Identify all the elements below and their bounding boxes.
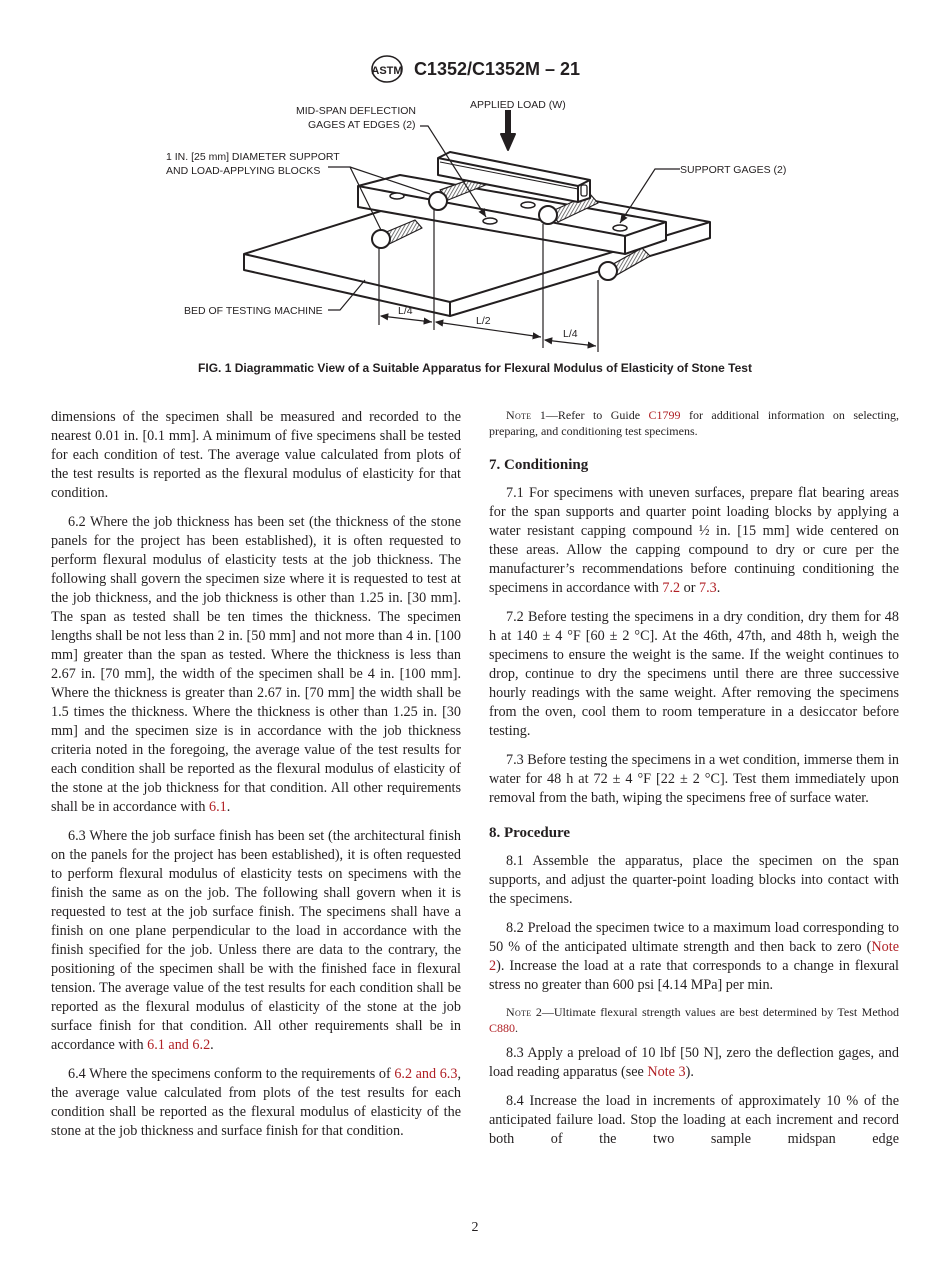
note-1: Note 1—Refer to Guide C1799 for additional information on selecting, preparing, and conditioning test specimens. xyxy=(489,408,899,438)
label-blocks-line1: 1 IN. [25 mm] DIAMETER SUPPORT xyxy=(166,151,340,163)
label-dim-left: L/4 xyxy=(398,305,413,317)
document-id: C1352/C1352M – 21 xyxy=(413,58,581,79)
paragraph-7-1: 7.1 For specimens with uneven surfaces, prepare flat bearing areas for the span supports and quarter point loading blocks by applying a water resistant capping compound ½ in. [15 mm] wide centered on these areas. Allow the capping compound to dry or cure per the manufacturer’s recommendations before continuing conditioning the specimens in accordance with 7.2 or 7.3. xyxy=(489,485,899,596)
paragraph-6-1-continued: dimensions of the specimen shall be measured and recorded to the nearest 0.01 in. [0.1 mm]. A minimum of five specimens shall be tested for each condition of test. The average value calculated from plots of the test results is reported as the flexural modulus of elasticity for that condition. xyxy=(51,409,461,501)
paragraph-6-2: 6.2 Where the job thickness has been set (the thickness of the stone panels for the project has been established), it is often requested to perform flexural modulus of elasticity tests at the job thickness. The following shall govern the specimen size where it is requested to test at the job thickness, and the job thickness is other than 1.25 in. [30 mm]. The span as tested shall be ten times the thickness. The specimen lengths shall be not less than 2 in. [50 mm] and not more than 4 in. [100 mm] greater than the span as tested. Where the thickness is less than 2.67 in. [70 mm], the width of the specimen shall be 4 in. [100 mm]. Where the thickness is greater than 2.67 in. [70 mm] the width shall be 1.5 times the thickness. Where the thickness is other than 1.25 in. [30 mm] and the specimen size is in accordance with the job thickness criteria noted in the foregoing, the average value of the test results for each condition shall be reported as the flexural modulus of elasticity of the stone at the job thickness for that condition. All other requirements shall be in accordance with 6.1. xyxy=(51,514,461,815)
page-number: 2 xyxy=(471,1220,479,1235)
loading-roller-right xyxy=(539,206,557,224)
link-7-2[interactable]: 7.2 xyxy=(662,580,681,596)
left-column xyxy=(51,408,461,1151)
paragraph-8-1: 8.1 Assemble the apparatus, place the specimen on the span supports, and adjust the quarter-point loading blocks into contact with the specimens. xyxy=(489,853,899,907)
link-6-1-and-6-2[interactable]: 6.1 and 6.2 xyxy=(147,1037,211,1053)
astm-logo-icon xyxy=(370,54,404,84)
label-support-gages: SUPPORT GAGES (2) xyxy=(680,164,787,176)
figure-1-diagram xyxy=(150,90,810,360)
section-7-heading: 7. Conditioning xyxy=(489,457,589,473)
paragraph-6-3: 6.3 Where the job surface finish has been set (the architectural finish on the panels for the project has been established), it is often requested to perform flexural modulus of elasticity tests on specimens with the finish the same as on the job. The following shall govern when it is requested to test at the job surface finish. The specimens shall have a finish on one plane perpendicular to the load in accordance with the finish specified for the job. Unless there are data to the contrary, the positioning of the specimen shall be with the finished face in flexural tension. The average value of the test results for each condition shall be reported as the flexural modulus of elasticity of the stone at the job surface finish for that condition. All other requirements shall be in accordance with 6.1 and 6.2. xyxy=(51,828,461,1053)
link-note-3[interactable]: Note 3 xyxy=(647,1064,686,1080)
link-note-2[interactable]: Note 2 xyxy=(489,939,899,974)
page-header xyxy=(0,54,950,84)
label-dim-right: L/4 xyxy=(563,328,578,340)
paragraph-8-2: 8.2 Preload the specimen twice to a maximum load corresponding to 50 % of the anticipated ultimate strength and then back to zero (Note 2). Increase the load at a rate that corresponds to a change in flexural stress no greater than 600 psi [4.14 MPa] per min. xyxy=(489,920,899,993)
flexural-apparatus-diagram xyxy=(150,90,810,360)
paragraph-7-3: 7.3 Before testing the specimens in a wet condition, immerse them in water for 48 h at 72 ± 4 °F [22 ± 2 °C]. Test them immediately upon removal from the bath, wiping the specimens free of surface water. xyxy=(489,752,899,806)
paragraph-8-3: 8.3 Apply a preload of 10 lbf [50 N], zero the deflection gages, and load reading apparatus (see Note 3). xyxy=(489,1045,899,1080)
link-6-1[interactable]: 6.1 xyxy=(208,799,227,815)
support-roller-right xyxy=(599,262,617,280)
label-blocks-line2: AND LOAD-APPLYING BLOCKS xyxy=(166,165,321,177)
label-midspan-line2: GAGES AT EDGES (2) xyxy=(308,119,416,131)
link-6-2-and-6-3[interactable]: 6.2 and 6.3 xyxy=(394,1066,458,1082)
paragraph-7-2: 7.2 Before testing the specimens in a dry condition, dry them for 48 h at 140 ± 4 °F [60 ± 2 °C]. At the 46th, 47th, and 48th h, weigh the specimens to ensure the weight is the same. If the weight continues to drop, continue to dry the specimens until there are three successive hourly readings with the same weight. After removing the specimens from the oven, cool them to room temperature in a desiccator before testing. xyxy=(489,609,899,739)
link-7-3[interactable]: 7.3 xyxy=(699,580,717,596)
loading-roller-left xyxy=(429,192,447,210)
link-c880[interactable]: C880 xyxy=(489,1020,516,1035)
label-dim-mid: L/2 xyxy=(476,315,491,327)
support-roller-left xyxy=(372,230,390,248)
label-midspan-line1: MID-SPAN DEFLECTION xyxy=(296,105,416,117)
paragraph-6-4: 6.4 Where the specimens conform to the requirements of 6.2 and 6.3, the average value calculated from plots of the test results for each condition shall be reported as the flexural modulus of elasticity of the stone at the job thickness and surface finish for that condition. xyxy=(51,1066,461,1139)
svg-text:ASTM: ASTM xyxy=(371,65,403,77)
label-bed: BED OF TESTING MACHINE xyxy=(184,305,323,317)
link-c1799[interactable]: C1799 xyxy=(648,408,681,422)
label-applied-load: APPLIED LOAD (W) xyxy=(470,99,566,111)
paragraph-8-4: 8.4 Increase the load in increments of approximately 10 % of the anticipated failure load. Stop the loading at each increment and record both of the two sample midspan edge xyxy=(489,1093,899,1147)
right-column xyxy=(489,408,899,1159)
figure-caption: FIG. 1 Diagrammatic View of a Suitable Apparatus for Flexural Modulus of Elasticity of Stone Test xyxy=(198,361,752,375)
note-2: Note 2—Ultimate flexural strength values are best determined by Test Method C880. xyxy=(489,1005,899,1035)
section-8-heading: 8. Procedure xyxy=(489,825,571,841)
